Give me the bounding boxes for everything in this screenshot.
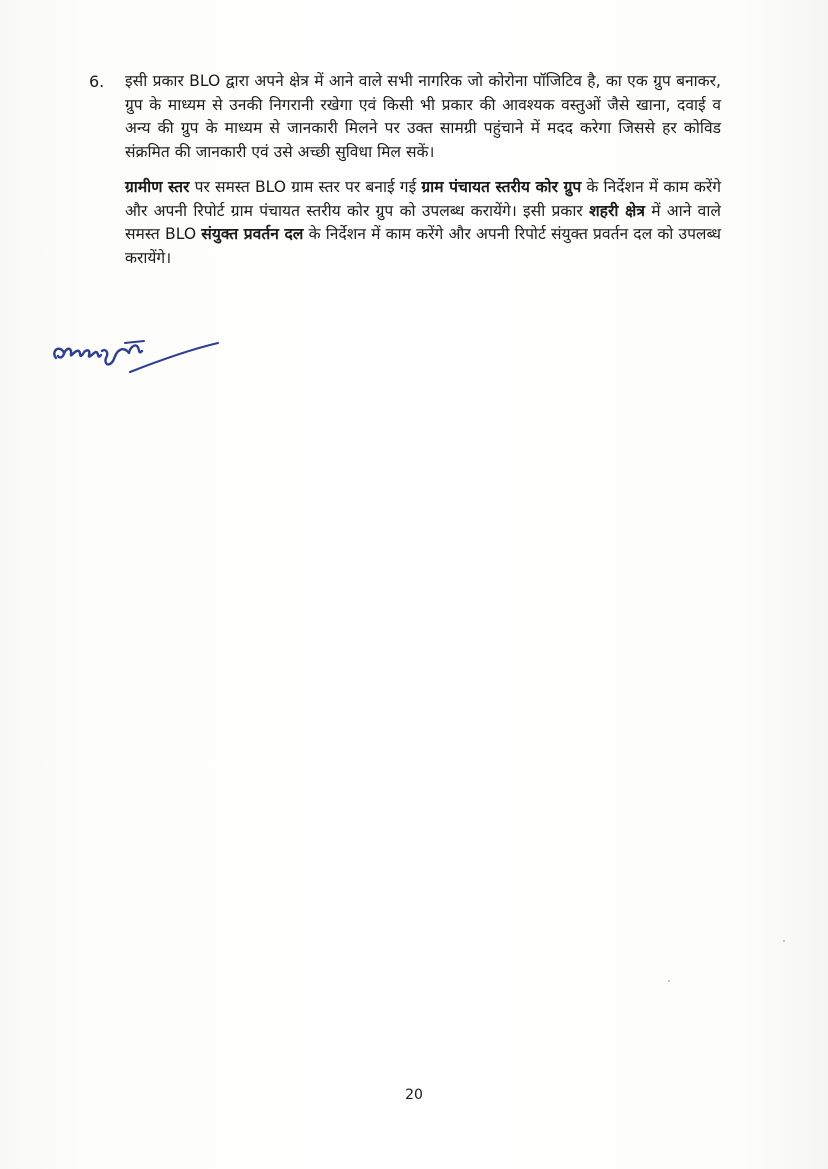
urban-area-label: शहरी क्षेत्र: [589, 201, 645, 220]
urban-text-1: में आने वाले समस्त BLO: [125, 201, 721, 243]
paragraph-blo-covid-group: इसी प्रकार BLO द्वारा अपने क्षेत्र में आने वाले सभी नागरिक जो कोरोना पॉजिटिव है, का एक ग्रुप बनाकर, ग्रुप के माध्यम से उनकी निगरानी रखेगा एवं किसी भी प्रकार की आवश्यक वस्तुओं जैसे खाना, दवाई व अन्य की ग्रुप के माध्यम से जानकारी मिलने पर उक्त सामग्री पहुंचाने में मदद करेगा जिससे हर कोविड संक्रमित की जानकारी एवं उसे अच्छी सुविधा मिल सकें।: [125, 72, 721, 161]
list-item-6: [89, 70, 721, 270]
signature-stroke-tail: [130, 343, 218, 372]
rural-core-group-label: ग्राम पंचायत स्तरीय कोर ग्रुप: [421, 178, 582, 196]
signature-stroke-loops: [54, 349, 101, 358]
scan-speck: [668, 980, 670, 982]
item-number: 6.: [89, 72, 105, 91]
page-number: 20: [405, 1087, 423, 1103]
scan-speck: [783, 940, 785, 942]
urban-text-2: के निर्देशन में काम करेंगे और अपनी रिपोर्ट संयुक्त प्रवर्तन दल को उपलब्ध करायेंगे।: [125, 225, 721, 267]
rural-text-2: के निर्देशन में काम करेंगे और अपनी रिपोर्ट ग्राम पंचायत स्तरीय कोर ग्रुप को उपलब्ध करायेंगे। इसी प्रकार: [125, 178, 722, 220]
paragraph-reporting-structure: [125, 176, 721, 270]
signature-stroke-bar: [125, 341, 144, 343]
rural-text-1: पर समस्त BLO ग्राम स्तर पर बनाई गई: [189, 178, 422, 196]
rural-level-label: ग्रामीण स्तर: [125, 178, 190, 196]
signature-stroke-hook: [102, 345, 142, 364]
handwritten-signature: [48, 330, 223, 378]
joint-enforcement-team-label: संयुक्त प्रवर्तन दल: [201, 225, 304, 243]
